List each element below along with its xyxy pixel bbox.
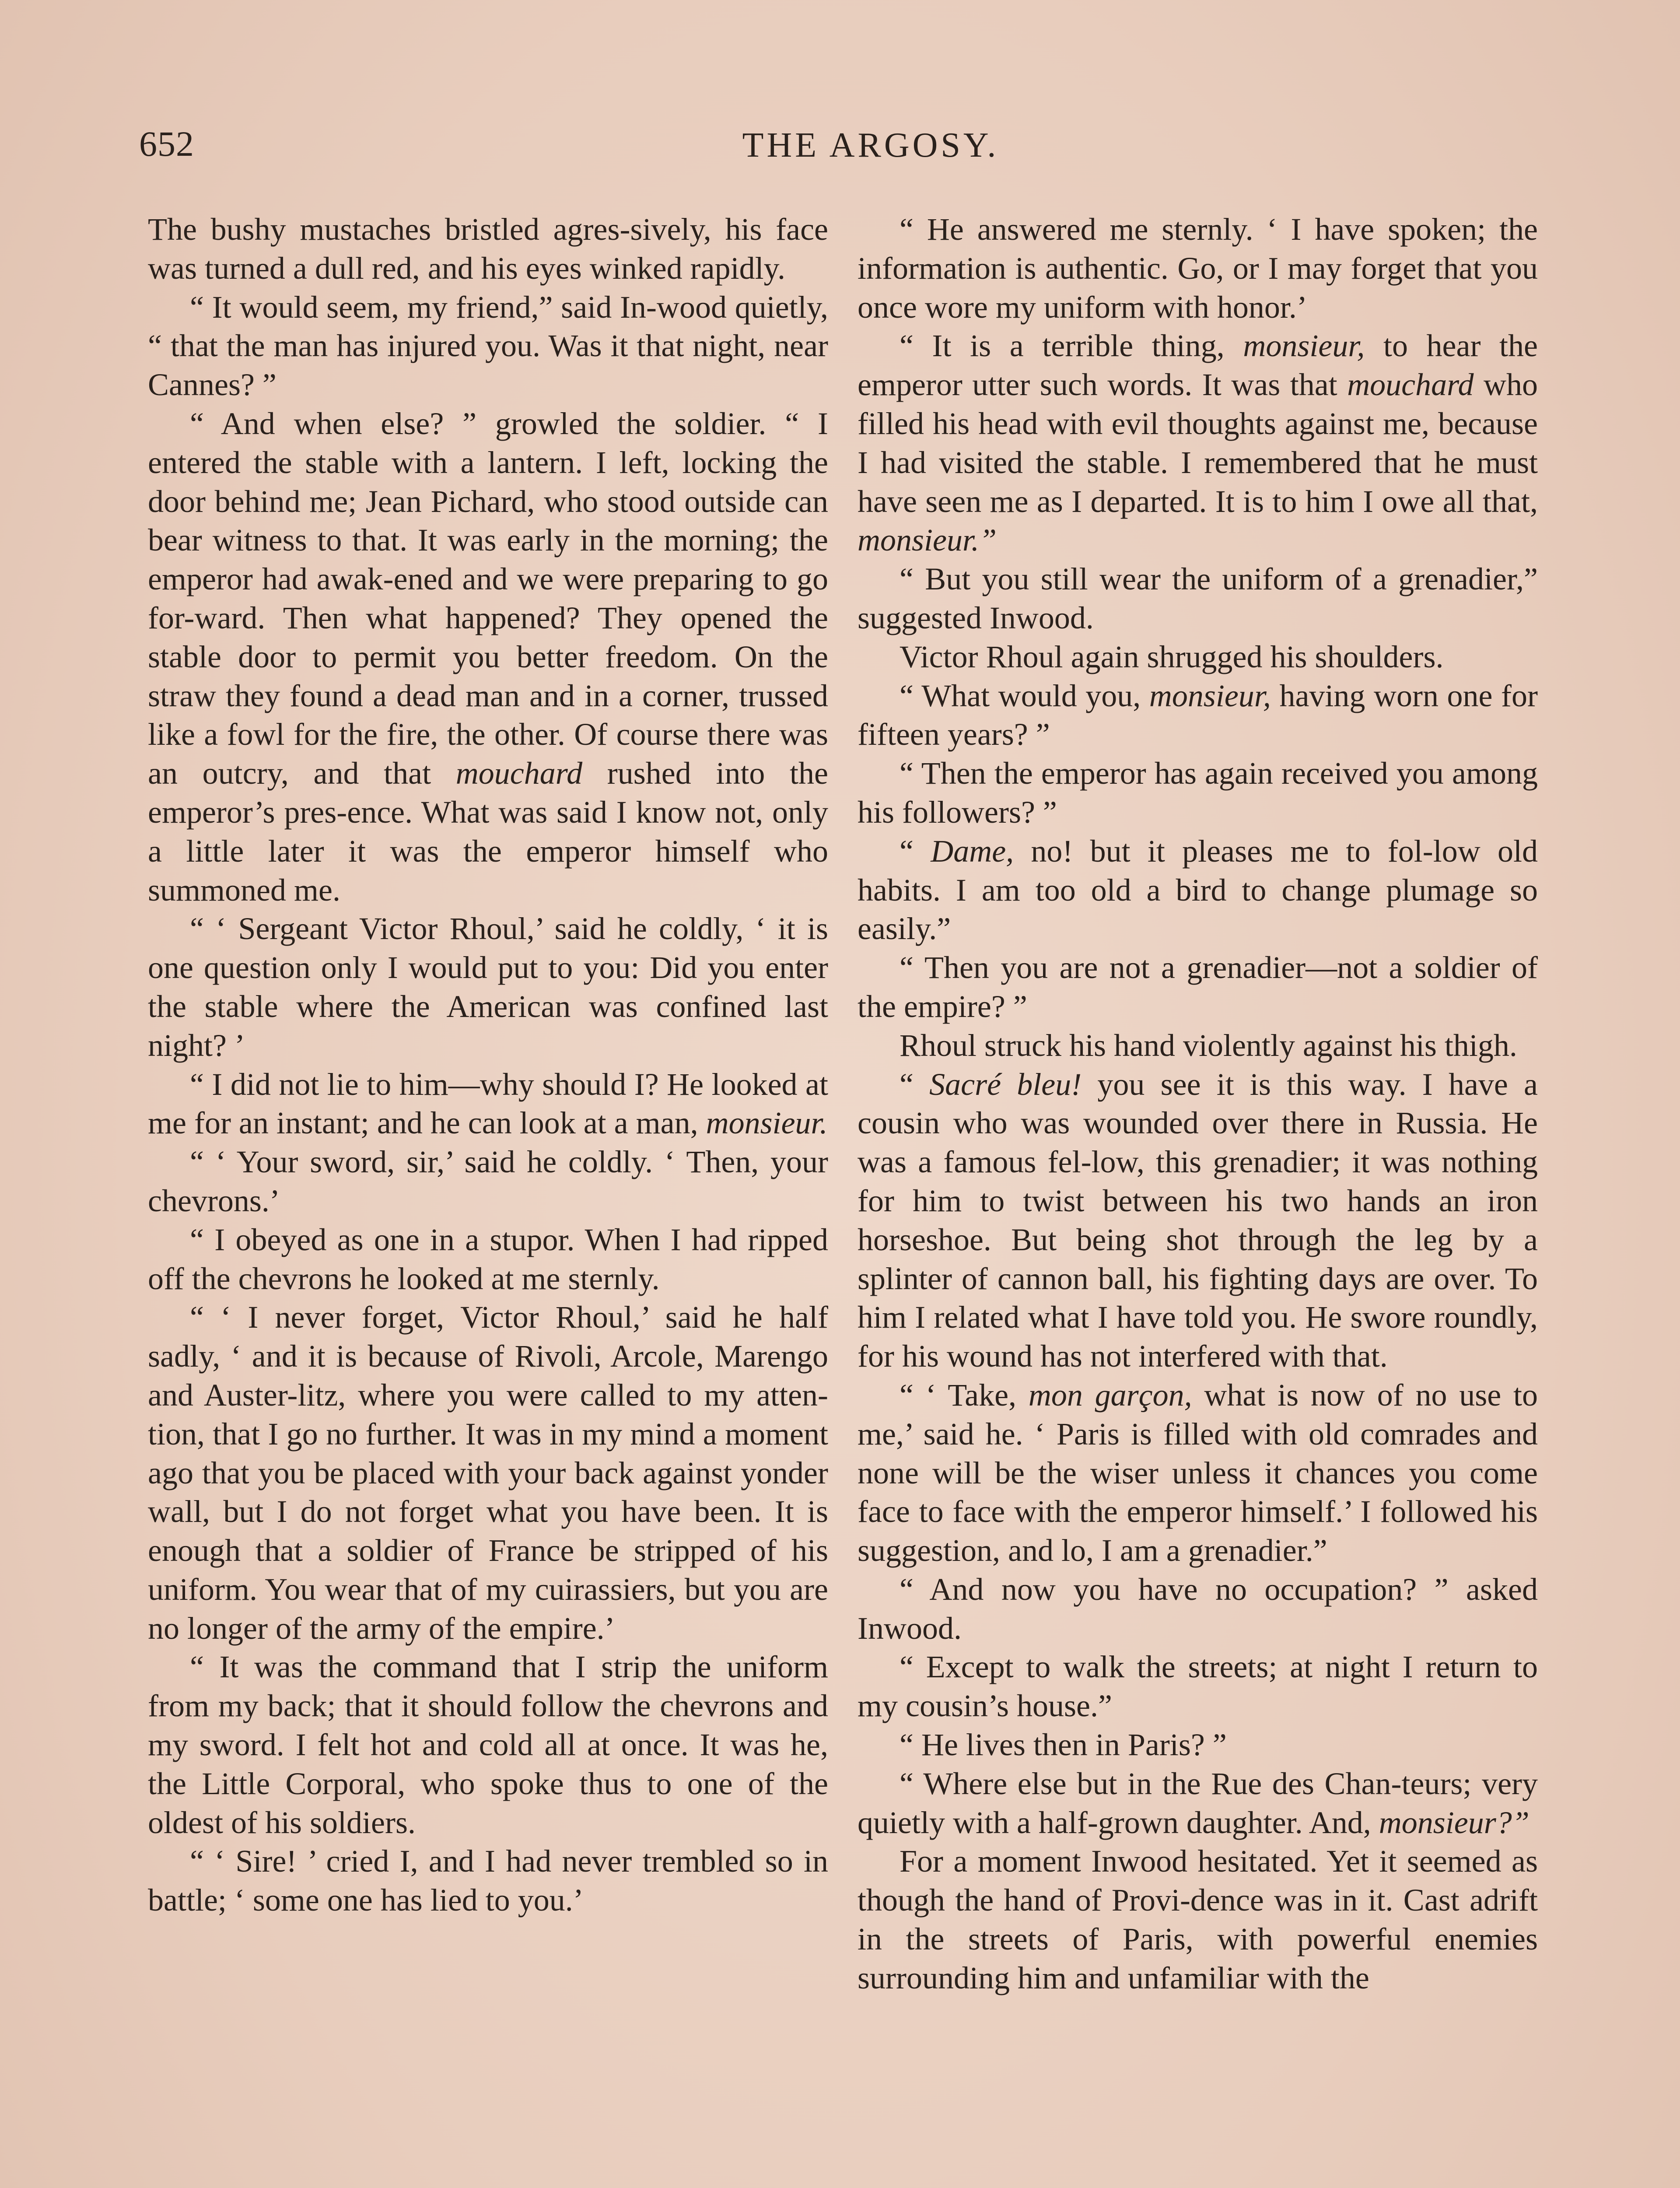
paragraph: Rhoul struck his hand violently against his thigh. <box>900 1027 1517 1063</box>
paragraph: “ I did not lie to him—why should I? He looked at me for an instant; and he can look at a man, monsieur. <box>148 1066 828 1141</box>
paragraph: “ ‘ Take, mon garçon, what is now of no use to me,’ said he. ‘ Paris is filled with old comrades and none will be the wiser unless it chances you come face to face with the emperor himself.’ I followed his suggestion, and lo, I am a grenadier.” <box>858 1377 1538 1568</box>
paragraph: Victor Rhoul again shrugged his shoulders. <box>900 639 1444 674</box>
paragraph: “ ‘ I never forget, Victor Rhoul,’ said he half sadly, ‘ and it is because of Rivoli, Arcole, Marengo and Auster-litz, where you were called to my atten-tion, that I go no further. It was in my mind a moment ago that you be placed with your back against yonder wall, but I do not forget what you have been. It is enough that a soldier of France be stripped of his uniform. You wear that of my cuirassiers, but you are no longer of the army of the empire.’ <box>148 1300 828 1646</box>
left-column <box>148 210 828 1920</box>
paragraph: “ I obeyed as one in a stupor. When I had ripped off the chevrons he looked at me sternly. <box>148 1222 828 1296</box>
paragraph: “ ‘ Sire! ’ cried I, and I had never trembled so in battle; ‘ some one has lied to you.’ <box>148 1844 828 1918</box>
running-head: THE ARGOSY. <box>742 126 999 165</box>
paragraph: “ Except to walk the streets; at night I return to my cousin’s house.” <box>858 1649 1538 1724</box>
paragraph: “ And now you have no occupation? ” asked Inwood. <box>858 1571 1538 1646</box>
paragraph: “ He answered me sternly. ‘ I have spoken; the information is authentic. Go, or I may forget that you once wore my uniform with honor.’ <box>858 212 1538 325</box>
paragraph: “ Dame, no! but it pleases me to fol-low old habits. I am too old a bird to change plumage so easily.” <box>858 833 1538 947</box>
paragraph: “ Where else but in the Rue des Chan-teurs; very quietly with a half-grown daughter. And, monsieur?” <box>858 1766 1538 1840</box>
right-column <box>858 210 1538 1998</box>
paragraph: “ It would seem, my friend,” said In-wood quietly, “ that the man has injured you. Was it that night, near Cannes? ” <box>148 289 828 403</box>
page-number: 652 <box>139 124 194 164</box>
paragraph: “ But you still wear the uniform of a grenadier,” suggested Inwood. <box>858 561 1538 635</box>
paragraph: The bushy mustaches bristled agres-sively, his face was turned a dull red, and his eyes winked rapidly. <box>148 212 828 286</box>
paragraph: “ And when else? ” growled the soldier. “ I entered the stable with a lantern. I left, locking the door behind me; Jean Pichard, who stood outside can bear witness to that. It was early in the morning; the emperor had awak-ened and we were preparing to go for-ward. Then what happened? They opened the stable door to permit you better freedom. On the straw they found a dead man and in a corner, trussed like a fowl for the fire, the other. Of course there was an outcry, and that mouchard rushed into the emperor’s pres-ence. What was said I know not, only a little later it was the emperor himself who summoned me. <box>148 406 829 908</box>
paragraph: “ What would you, monsieur, having worn one for fifteen years? ” <box>858 678 1538 752</box>
paragraph: “ ‘ Sergeant Victor Rhoul,’ said he coldly, ‘ it is one question only I would put to you: Did you enter the stable where the American was confined last night? ’ <box>148 911 828 1063</box>
paragraph: “ It was the command that I strip the uniform from my back; that it should follow the chevrons and my sword. I felt hot and cold all at once. It was he, the Little Corporal, who spoke thus to one of the oldest of his soldiers. <box>148 1649 828 1840</box>
paragraph: “ ‘ Your sword, sir,’ said he coldly. ‘ Then, your chevrons.’ <box>148 1144 828 1218</box>
paragraph: “ He lives then in Paris? ” <box>900 1727 1227 1763</box>
paragraph: “ Sacré bleu! you see it is this way. I have a cousin who was wounded over there in Russia. He was a famous fel-low, this grenadier; it was nothing for him to twist between his two hands an iron horseshoe. But being shot through the leg by a splinter of cannon ball, his fighting days are over. To him I related what I have told you. He swore roundly, for his wound has not interfered with that. <box>858 1066 1538 1374</box>
paragraph: “ It is a terrible thing, monsieur, to hear the emperor utter such words. It was that mouchard who filled his head with evil thoughts against me, because I had visited the stable. I remembered that he must have seen me as I departed. It is to him I owe all that, monsieur.” <box>858 328 1538 558</box>
paragraph: “ Then the emperor has again received you among his followers? ” <box>858 756 1538 830</box>
paragraph: For a moment Inwood hesitated. Yet it seemed as though the hand of Provi-dence was in it. Cast adrift in the streets of Paris, with powerful enemies surrounding him and unfamiliar with the <box>858 1844 1538 1995</box>
paragraph: “ Then you are not a grenadier—not a soldier of the empire? ” <box>858 950 1538 1024</box>
